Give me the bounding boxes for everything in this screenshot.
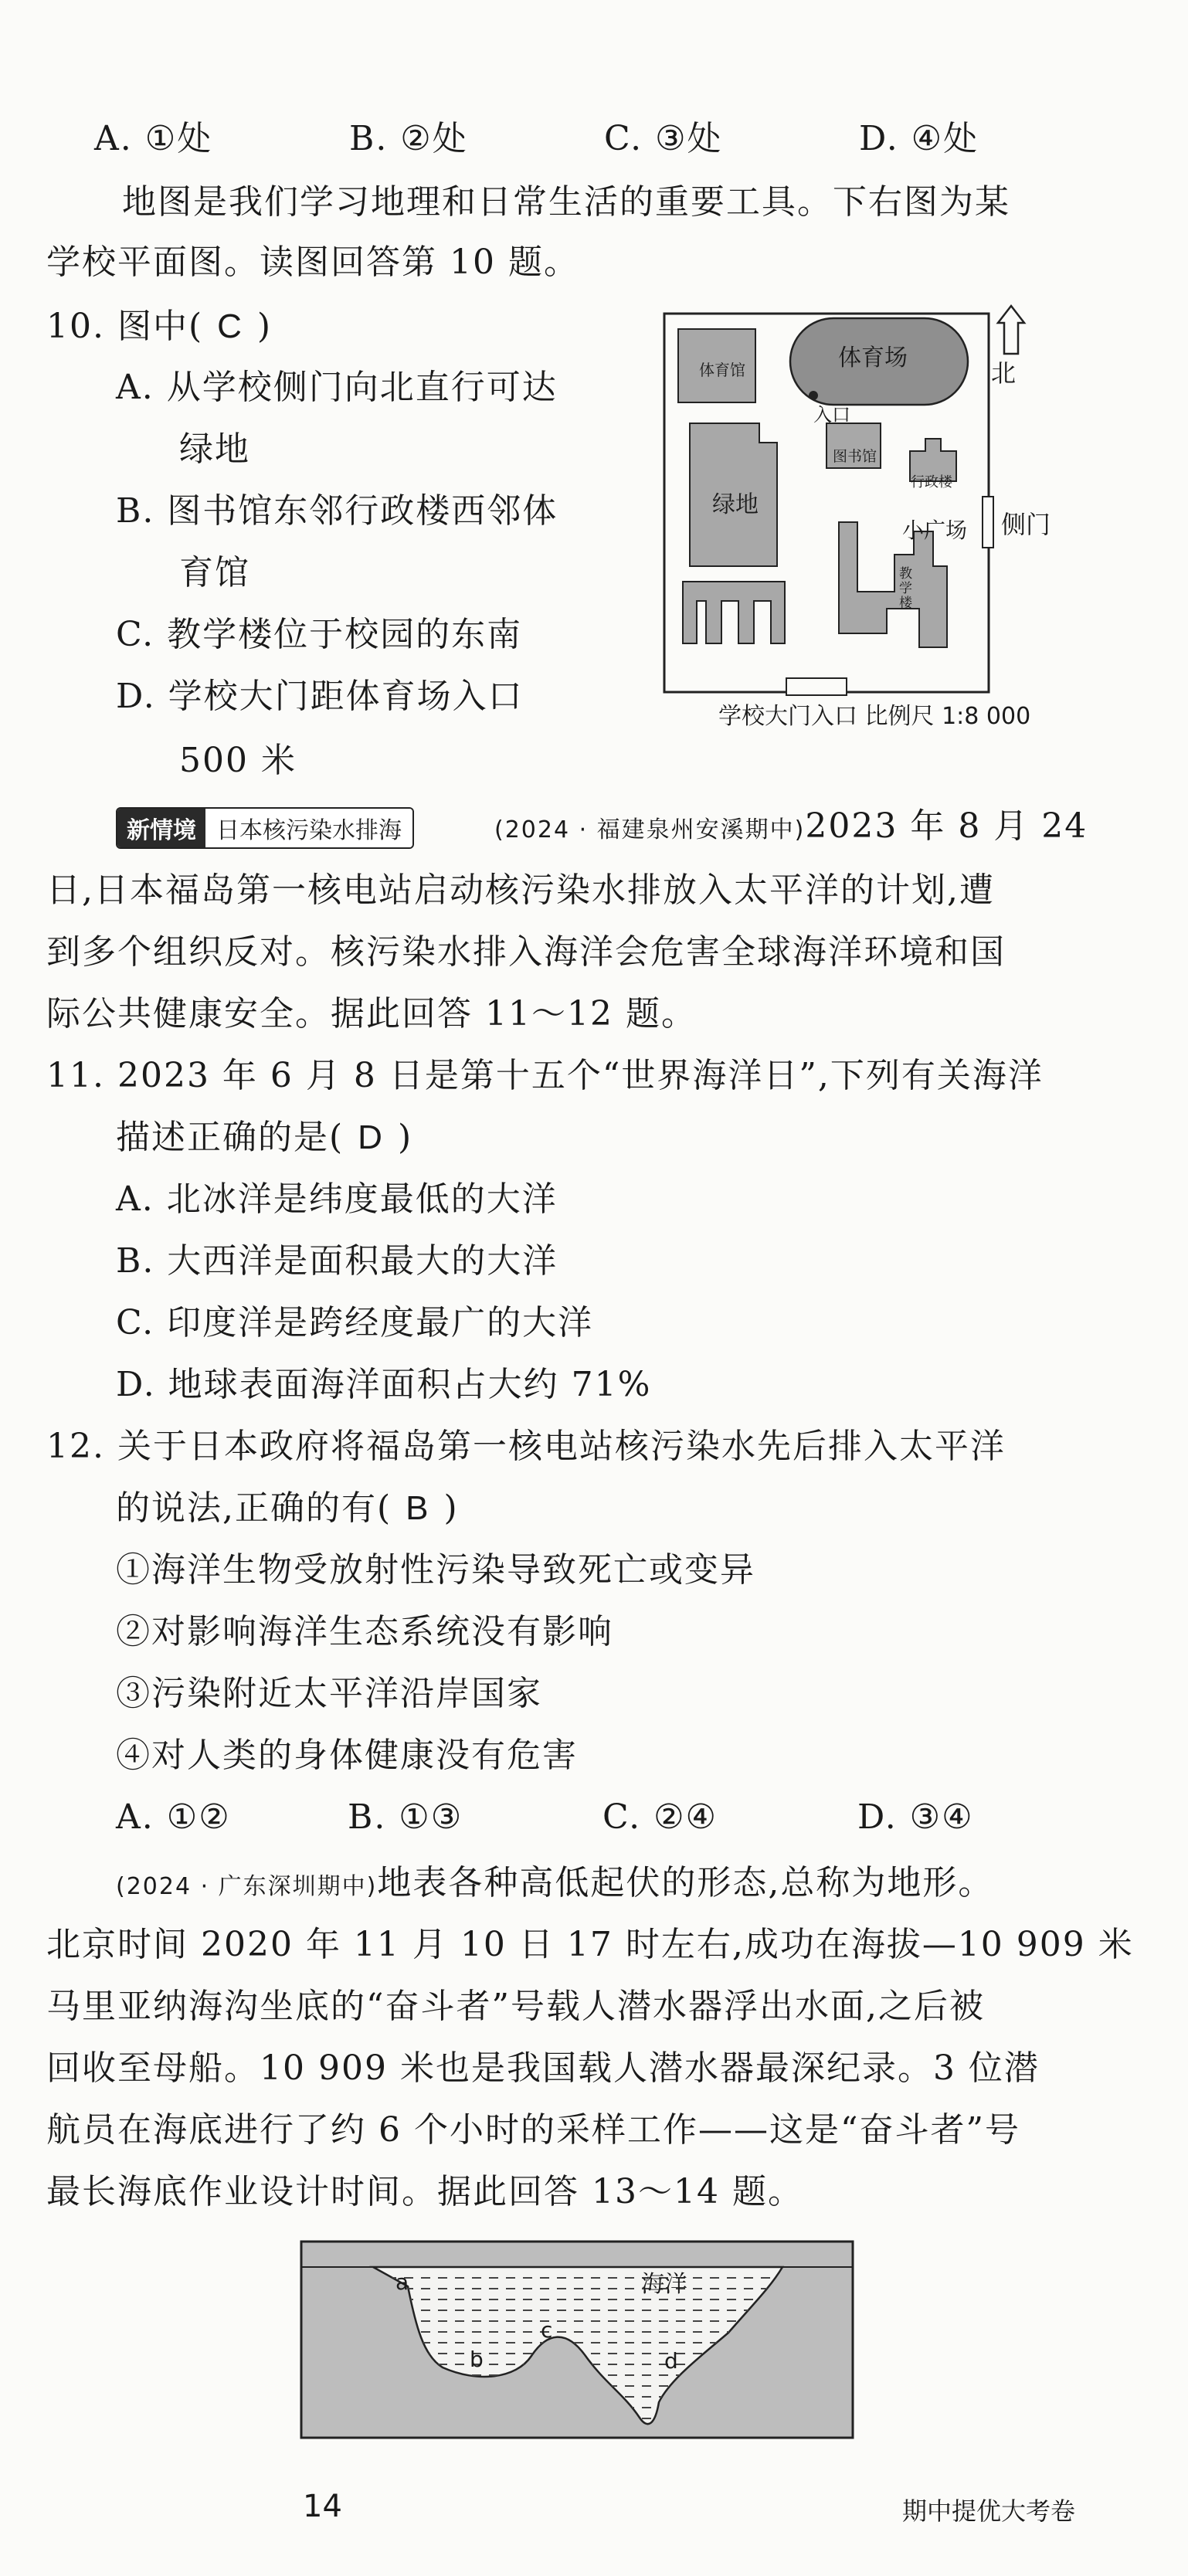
- prev-option-c: C. ③处: [604, 119, 723, 158]
- q12-options: [116, 1794, 974, 1841]
- q12-option-a: A. ①②: [116, 1797, 231, 1837]
- q11-option-a: A. 北冰洋是纬度最低的大洋: [116, 1179, 558, 1219]
- map-label-stadium: 体育场: [838, 344, 908, 372]
- context2-line-1: 北京时间 2020 年 11 月 10 日 17 时左右,成功在海拔—10 909 米: [46, 1925, 1134, 1964]
- map-label-side-gate: 侧门: [1001, 510, 1051, 539]
- context2-first-line: [116, 1860, 993, 1910]
- prev-options: [94, 116, 979, 162]
- q10-option-d: D. 学校大门距体育场入口: [116, 677, 524, 716]
- map-label-green: 绿地: [712, 491, 759, 518]
- q11-stem-line1: 11. 2023 年 6 月 8 日是第十五个“世界海洋日”,下列有关海洋: [46, 1056, 1044, 1095]
- map-label-admin: 行政楼: [911, 474, 952, 490]
- prev-option-b: B. ②处: [349, 119, 468, 158]
- prev-option-d: D. ④处: [859, 119, 979, 158]
- q11-option-d: D. 地球表面海洋面积占大约 71%: [116, 1365, 652, 1404]
- page-number: 14: [303, 2489, 342, 2524]
- q11-stem-text: 描述正确的是(: [116, 1118, 345, 1157]
- context-first-line: [494, 803, 1088, 854]
- context-source: (2024 · 福建泉州安溪期中): [494, 816, 806, 843]
- ocean-label-d: d: [664, 2348, 678, 2374]
- book-title: 期中提优大考卷: [902, 2496, 1076, 2526]
- q10-stem-close: ): [256, 307, 273, 346]
- intro10-line2: 学校平面图。读图回答第 10 题。: [46, 243, 579, 282]
- q12-statement-2: ②对影响海洋生态系统没有影响: [116, 1612, 613, 1651]
- map-label-square: 小广场: [902, 518, 968, 543]
- q11-option-b: B. 大西洋是面积最大的大洋: [116, 1241, 558, 1281]
- context-line-0: 2023 年 8 月 24: [805, 806, 1088, 846]
- side-gate-mark: [983, 497, 993, 548]
- q10-option-b: B. 图书馆东邻行政楼西邻体: [116, 491, 558, 531]
- map-label-entrance: 入口: [813, 404, 850, 426]
- q12-statement-1: ①海洋生物受放射性污染导致死亡或变异: [116, 1550, 755, 1590]
- main-gate: [786, 678, 847, 695]
- dorm-buildings: [683, 582, 785, 643]
- q10-stem: [46, 304, 272, 350]
- q10-stem-text: 10. 图中(: [46, 307, 204, 346]
- map-label-gym: 体育馆: [699, 361, 745, 379]
- map-label-teaching: [899, 567, 916, 611]
- context2-line-3: 回收至母船。10 909 米也是我国载人潜水器最深纪录。3 位潜: [46, 2048, 1040, 2088]
- ocean-diagram: [300, 2240, 856, 2441]
- context-line-2: 到多个组织反对。核污染水排入海洋会危害全球海洋环境和国: [46, 932, 1006, 972]
- ocean-label-c: c: [541, 2317, 553, 2343]
- q12-stem-text: 的说法,正确的有(: [116, 1488, 392, 1528]
- context2-line-2: 马里亚纳海沟坐底的“奋斗者”号载人潜水器浮出水面,之后被: [46, 1987, 985, 2026]
- context2-source: (2024 · 广东深圳期中): [116, 1873, 378, 1900]
- q12-option-b: B. ①③: [348, 1797, 463, 1837]
- prev-option-a: A. ①处: [94, 119, 213, 158]
- north-arrow-icon: [998, 306, 1024, 354]
- context-tag: [116, 807, 414, 849]
- q12-stem-close: ): [443, 1488, 459, 1528]
- context2-line-4: 航员在海底进行了约 6 个小时的采样工作——这是“奋斗者”号: [46, 2110, 1020, 2150]
- q10-option-c: C. 教学楼位于校园的东南: [116, 615, 523, 654]
- context-tag-topic: 日本核污染水排海: [205, 809, 412, 847]
- map-label-teaching-text: 教学楼: [899, 566, 912, 611]
- ocean-label-b: b: [470, 2347, 484, 2372]
- map-label-north: 北: [991, 358, 1017, 388]
- intro10-line1: 地图是我们学习地理和日常生活的重要工具。下右图为某: [122, 182, 1010, 222]
- q10-option-a: A. 从学校侧门向北直行可达: [116, 368, 558, 407]
- context-tag-box: [116, 807, 414, 849]
- ocean-label-sea: 海洋: [641, 2271, 687, 2298]
- q12-answer: B: [406, 1489, 430, 1527]
- q12-stem-line1: 12. 关于日本政府将福岛第一核电站核污染水先后排入太平洋: [46, 1427, 1006, 1466]
- map-caption: 学校大门入口 比例尺 1:8 000: [718, 703, 1031, 730]
- ocean-label-a: a: [395, 2269, 409, 2295]
- q10-option-b-cont: 育馆: [179, 553, 250, 592]
- q11-stem-close: ): [397, 1118, 413, 1157]
- q12-option-d: D. ③④: [857, 1797, 974, 1837]
- context-tag-label: 新情境: [117, 809, 205, 847]
- q12-stem-line2: [116, 1485, 459, 1532]
- context-line-3: 际公共健康安全。据此回答 11～12 题。: [46, 994, 697, 1033]
- q11-answer: D: [358, 1118, 384, 1156]
- context2-line-0: 地表各种高低起伏的形态,总称为地形。: [377, 1863, 994, 1902]
- q10-option-a-cont: 绿地: [179, 429, 250, 469]
- q12-statement-4: ④对人类的身体健康没有危害: [116, 1736, 578, 1775]
- map-label-library: 图书馆: [833, 448, 877, 465]
- q12-statement-3: ③污染附近太平洋沿岸国家: [116, 1674, 542, 1713]
- q11-option-c: C. 印度洋是跨经度最广的大洋: [116, 1303, 594, 1342]
- context2-line-5: 最长海底作业设计时间。据此回答 13～14 题。: [46, 2172, 803, 2211]
- q10-answer: C: [217, 307, 243, 345]
- context-line-1: 日,日本福岛第一核电站启动核污染水排放入太平洋的计划,遭: [46, 871, 995, 910]
- q10-option-d-cont: 500 米: [179, 741, 297, 780]
- q12-option-c: C. ②④: [602, 1797, 718, 1837]
- q11-stem-line2: [116, 1115, 412, 1161]
